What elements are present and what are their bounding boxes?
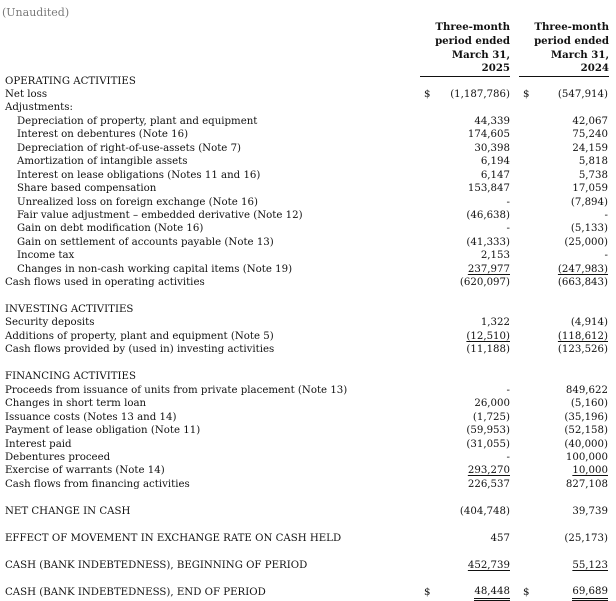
row-label: Net loss <box>5 89 48 100</box>
value-2025: (46,638) <box>466 210 510 221</box>
unaudited-label: (Unaudited) <box>2 6 70 19</box>
value-2025: 44,339 <box>474 116 510 127</box>
table-row <box>0 424 616 438</box>
row-label: Income tax <box>17 250 75 261</box>
value-2025: 457 <box>490 533 510 544</box>
value-2025: 48,448 <box>474 586 510 601</box>
value-2025: (11,188) <box>466 344 510 355</box>
row-label: Adjustments: <box>5 102 73 113</box>
table-row <box>0 236 616 250</box>
table-row <box>0 115 616 129</box>
table-row <box>0 330 616 344</box>
table-row <box>0 249 616 263</box>
row-label: Changes in non-cash working capital items (Note 19) <box>17 264 293 275</box>
row-label: INVESTING ACTIVITIES <box>5 304 134 315</box>
row-label: OPERATING ACTIVITIES <box>5 76 136 87</box>
table-row <box>0 263 616 277</box>
table-row <box>0 303 616 317</box>
value-2024: 5,818 <box>578 156 608 167</box>
column-header-line: March 31, <box>550 48 609 61</box>
value-2025: 2,153 <box>480 250 510 261</box>
table-row <box>0 586 616 600</box>
row-label: Depreciation of right-of-use-assets (Note 7) <box>17 143 242 154</box>
value-2024: (5,160) <box>570 398 608 409</box>
row-label: Issuance costs (Notes 13 and 14) <box>5 412 177 423</box>
value-2025: (620,097) <box>459 277 510 288</box>
table-row <box>0 411 616 425</box>
value-2025: (41,333) <box>466 237 510 248</box>
value-2024: (5,133) <box>570 223 608 234</box>
table-row <box>0 169 616 183</box>
value-2024: (663,843) <box>557 277 608 288</box>
value-2024: - <box>604 210 608 221</box>
table-row <box>0 505 616 519</box>
value-2025: 237,977 <box>467 264 510 275</box>
value-2025: 226,537 <box>467 479 510 490</box>
table-row <box>0 559 616 573</box>
value-2025: (1,187,786) <box>450 89 510 100</box>
row-label: Changes in short term loan <box>5 398 147 409</box>
value-2024: (123,526) <box>557 344 608 355</box>
currency-symbol-2025: $ <box>424 89 431 100</box>
row-label: Share based compensation <box>17 183 157 194</box>
value-2025: - <box>506 223 510 234</box>
column-header-line: 2024 <box>580 62 609 75</box>
row-label: Interest on debentures (Note 16) <box>17 129 189 140</box>
value-2024: 24,159 <box>572 143 608 154</box>
value-2024: 55,123 <box>572 560 608 571</box>
value-2025: 26,000 <box>474 398 510 409</box>
row-label: Interest paid <box>5 439 72 450</box>
row-label: Amortization of intangible assets <box>17 156 188 167</box>
value-2024: 10,000 <box>572 465 608 476</box>
row-label: NET CHANGE IN CASH <box>5 506 131 517</box>
value-2025: (59,953) <box>466 425 510 436</box>
column-header-line: Three-month <box>534 21 609 33</box>
value-2024: 39,739 <box>572 506 608 517</box>
row-label: Gain on settlement of accounts payable (Note 13) <box>17 237 274 248</box>
column-header-line: period ended <box>435 34 510 47</box>
value-2025: - <box>506 385 510 396</box>
row-label: Debentures proceed <box>5 452 111 463</box>
table-row <box>0 155 616 169</box>
column-header-line: Three-month <box>435 21 510 33</box>
table-row <box>0 397 616 411</box>
value-2024: 5,738 <box>578 170 608 181</box>
value-2025: (12,510) <box>466 331 510 342</box>
value-2024: 42,067 <box>572 116 608 127</box>
value-2024: 100,000 <box>565 452 608 463</box>
value-2024: 849,622 <box>565 385 608 396</box>
value-2024: (118,612) <box>557 331 608 342</box>
table-row <box>0 478 616 492</box>
table-row <box>0 451 616 465</box>
value-2025: - <box>506 197 510 208</box>
value-2024: 75,240 <box>572 129 608 140</box>
value-2024: (52,158) <box>564 425 608 436</box>
table-row <box>0 222 616 236</box>
value-2024: (35,196) <box>564 412 608 423</box>
value-2024: (40,000) <box>564 439 608 450</box>
table-row <box>0 209 616 223</box>
table-row <box>0 532 616 546</box>
row-label: Proceeds from issuance of units from private placement (Note 13) <box>5 385 348 396</box>
row-label: FINANCING ACTIVITIES <box>5 371 136 382</box>
value-2024: (4,914) <box>570 317 608 328</box>
row-label: Security deposits <box>5 317 95 328</box>
value-2025: 1,322 <box>480 317 510 328</box>
value-2024: 17,059 <box>572 183 608 194</box>
row-label: Cash flows used in operating activities <box>5 277 205 288</box>
row-label: Interest on lease obligations (Notes 11 and 16) <box>17 170 261 181</box>
value-2024: (7,894) <box>570 197 608 208</box>
table-row <box>0 142 616 156</box>
table-row <box>0 196 616 210</box>
currency-symbol-2024: $ <box>523 587 530 598</box>
value-2024: (25,173) <box>564 533 608 544</box>
value-2024: 827,108 <box>565 479 608 490</box>
value-2025: 6,147 <box>480 170 510 181</box>
table-row <box>0 128 616 142</box>
value-2025: 452,739 <box>467 560 510 571</box>
value-2025: 153,847 <box>467 183 510 194</box>
value-2025: 30,398 <box>474 143 510 154</box>
row-label: CASH (BANK INDEBTEDNESS), BEGINNING OF PERIOD <box>5 560 308 571</box>
row-label: Depreciation of property, plant and equipment <box>17 116 258 127</box>
value-2024: (547,914) <box>557 89 608 100</box>
row-label: EFFECT OF MOVEMENT IN EXCHANGE RATE ON CASH HELD <box>5 533 342 544</box>
table-row <box>0 438 616 452</box>
table-row <box>0 464 616 478</box>
table-row <box>0 370 616 384</box>
row-label: CASH (BANK INDEBTEDNESS), END OF PERIOD <box>5 587 266 598</box>
row-label: Additions of property, plant and equipment (Note 5) <box>5 331 274 342</box>
currency-symbol-2025: $ <box>424 587 431 598</box>
column-header-line: March 31, <box>451 48 510 61</box>
row-label: Gain on debt modification (Note 16) <box>17 223 204 234</box>
column-header-line: 2025 <box>481 62 510 75</box>
table-row <box>0 101 616 115</box>
row-label: Cash flows provided by (used in) investing activities <box>5 344 275 355</box>
value-2025: (404,748) <box>459 506 510 517</box>
value-2024: (247,983) <box>557 264 608 275</box>
value-2024: 69,689 <box>572 586 608 601</box>
row-label: Fair value adjustment – embedded derivative (Note 12) <box>17 210 303 221</box>
row-label: Cash flows from financing activities <box>5 479 190 490</box>
table-row <box>0 75 616 89</box>
table-row <box>0 316 616 330</box>
value-2025: 6,194 <box>480 156 510 167</box>
value-2025: (1,725) <box>472 412 510 423</box>
table-row <box>0 384 616 398</box>
currency-symbol-2024: $ <box>523 89 530 100</box>
row-label: Exercise of warrants (Note 14) <box>5 465 165 476</box>
value-2025: 293,270 <box>467 465 510 476</box>
column-header-line: period ended <box>534 34 609 47</box>
value-2025: 174,605 <box>467 129 510 140</box>
row-label: Payment of lease obligation (Note 11) <box>5 425 201 436</box>
value-2025: (31,055) <box>466 439 510 450</box>
table-row <box>0 276 616 290</box>
row-label: Unrealized loss on foreign exchange (Note 16) <box>17 197 258 208</box>
value-2024: - <box>604 250 608 261</box>
table-row <box>0 182 616 196</box>
value-2025: - <box>506 452 510 463</box>
value-2024: (25,000) <box>564 237 608 248</box>
table-row <box>0 88 616 102</box>
table-row <box>0 343 616 357</box>
